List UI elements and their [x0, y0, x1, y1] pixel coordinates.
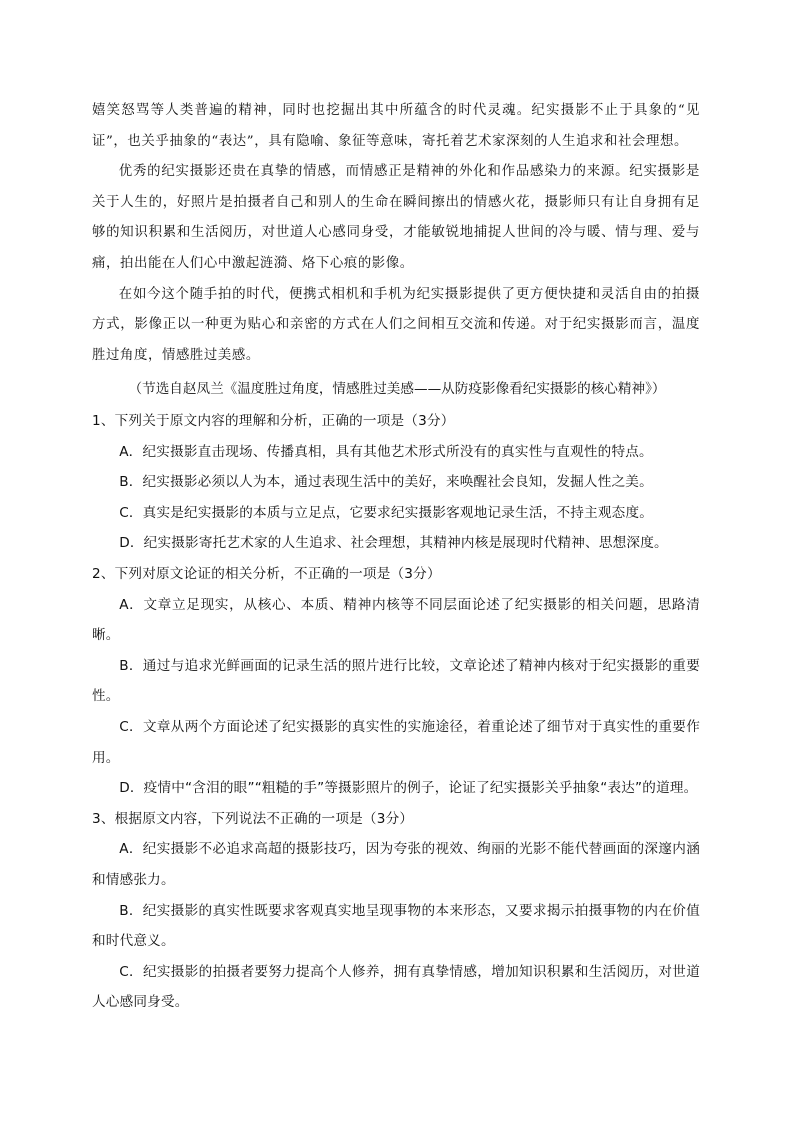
passage-paragraph-2: 优秀的纪实摄影还贵在真挚的情感，而情感正是精神的外化和作品感染力的来源。纪实摄影是关于人生的，好照片是拍摄者自己和别人的生命在瞬间擦出的情感火花，摄影师只有让自身拥有足够的知识积累和生活阅历，对世道人心感同身受，才能敏锐地捕捉人世间的冷与暖、情与理、爱与痛，拍出能在人们心中激起涟漪、烙下心痕的影像。 — [92, 164, 700, 271]
question-1-option-d: D．纪实摄影寄托艺术家的人生追求、社会理想，其精神内核是展现时代精神、思想深度。 — [119, 535, 668, 552]
passage-source: （节选自赵凤兰《温度胜过角度，情感胜过美感——从防疫影像看纪实摄影的核心精神》） — [128, 381, 666, 397]
question-1-option-a: A．纪实摄影直击现场、传播真相，具有其他艺术形式所没有的真实性与直观性的特点。 — [119, 443, 653, 460]
question-3-option-a: A．纪实摄影不必追求高超的摄影技巧，因为夸张的视效、绚丽的光影不能代替画面的深邃内涵和情感张力。 — [92, 841, 700, 888]
question-3-option-c: C．纪实摄影的拍摄者要努力提高个人修养，拥有真挚情感，增加知识积累和生活阅历，对世道人心感同身受。 — [92, 963, 700, 1011]
question-1-option-b: B．纪实摄影必须以人为本，通过表现生活中的美好，来唤醒社会良知，发掘人性之美。 — [119, 474, 653, 491]
reading-passage — [92, 96, 700, 371]
passage-paragraph-3: 在如今这个随手拍的时代，便携式相机和手机为纪实摄影提供了更方便快捷和灵活自由的拍摄方式，影像正以一种更为贴心和亲密的方式在人们之间相互交流和传递。对于纪实摄影而言，温度胜过角度，情感胜过美感。 — [92, 286, 700, 363]
question-2-option-b: B．通过与追求光鲜画面的记录生活的照片进行比较，文章论述了精神内核对于纪实摄影的重要性。 — [92, 657, 700, 705]
question-1-option-c: C．真实是纪实摄影的本质与立足点，它要求纪实摄影客观地记录生活，不持主观态度。 — [119, 504, 654, 521]
question-2-option-d: D．疫情中“含泪的眼”“粗糙的手”等摄影照片的例子，论证了纪实摄影关乎抽象“表达”的道理。 — [119, 780, 698, 797]
question-3-stem: 3、根据原文内容，下列说法不正确的一项是（3分） — [92, 810, 414, 827]
question-1 — [92, 406, 700, 559]
question-2-stem: 2、下列对原文论证的相关分析，不正确的一项是（3分） — [92, 565, 441, 582]
question-3-option-b: B．纪实摄影的真实性既要求客观真实地呈现事物的本来形态，又要求揭示拍摄事物的内在价值和时代意义。 — [92, 902, 700, 950]
questions-section — [92, 406, 700, 1018]
question-1-stem: 1、下列关于原文内容的理解和分析，正确的一项是（3分） — [92, 413, 455, 429]
question-2-option-c: C．文章从两个方面论述了纪实摄影的真实性的实施途径，着重论述了细节对于真实性的重要作用。 — [92, 718, 700, 766]
question-3 — [92, 804, 700, 1018]
question-2 — [92, 559, 700, 804]
passage-paragraph-1: 嬉笑怒骂等人类普遍的精神，同时也挖掘出其中所蕴含的时代灵魂。纪实摄影不止于具象的“见证”，也关乎抽象的“表达”，具有隐喻、象征等意味，寄托着艺术家深刻的人生追求和社会理想。 — [92, 103, 700, 149]
question-2-option-a: A．文章立足现实，从核心、本质、精神内核等不同层面论述了纪实摄影的相关问题，思路清晰。 — [92, 596, 700, 644]
